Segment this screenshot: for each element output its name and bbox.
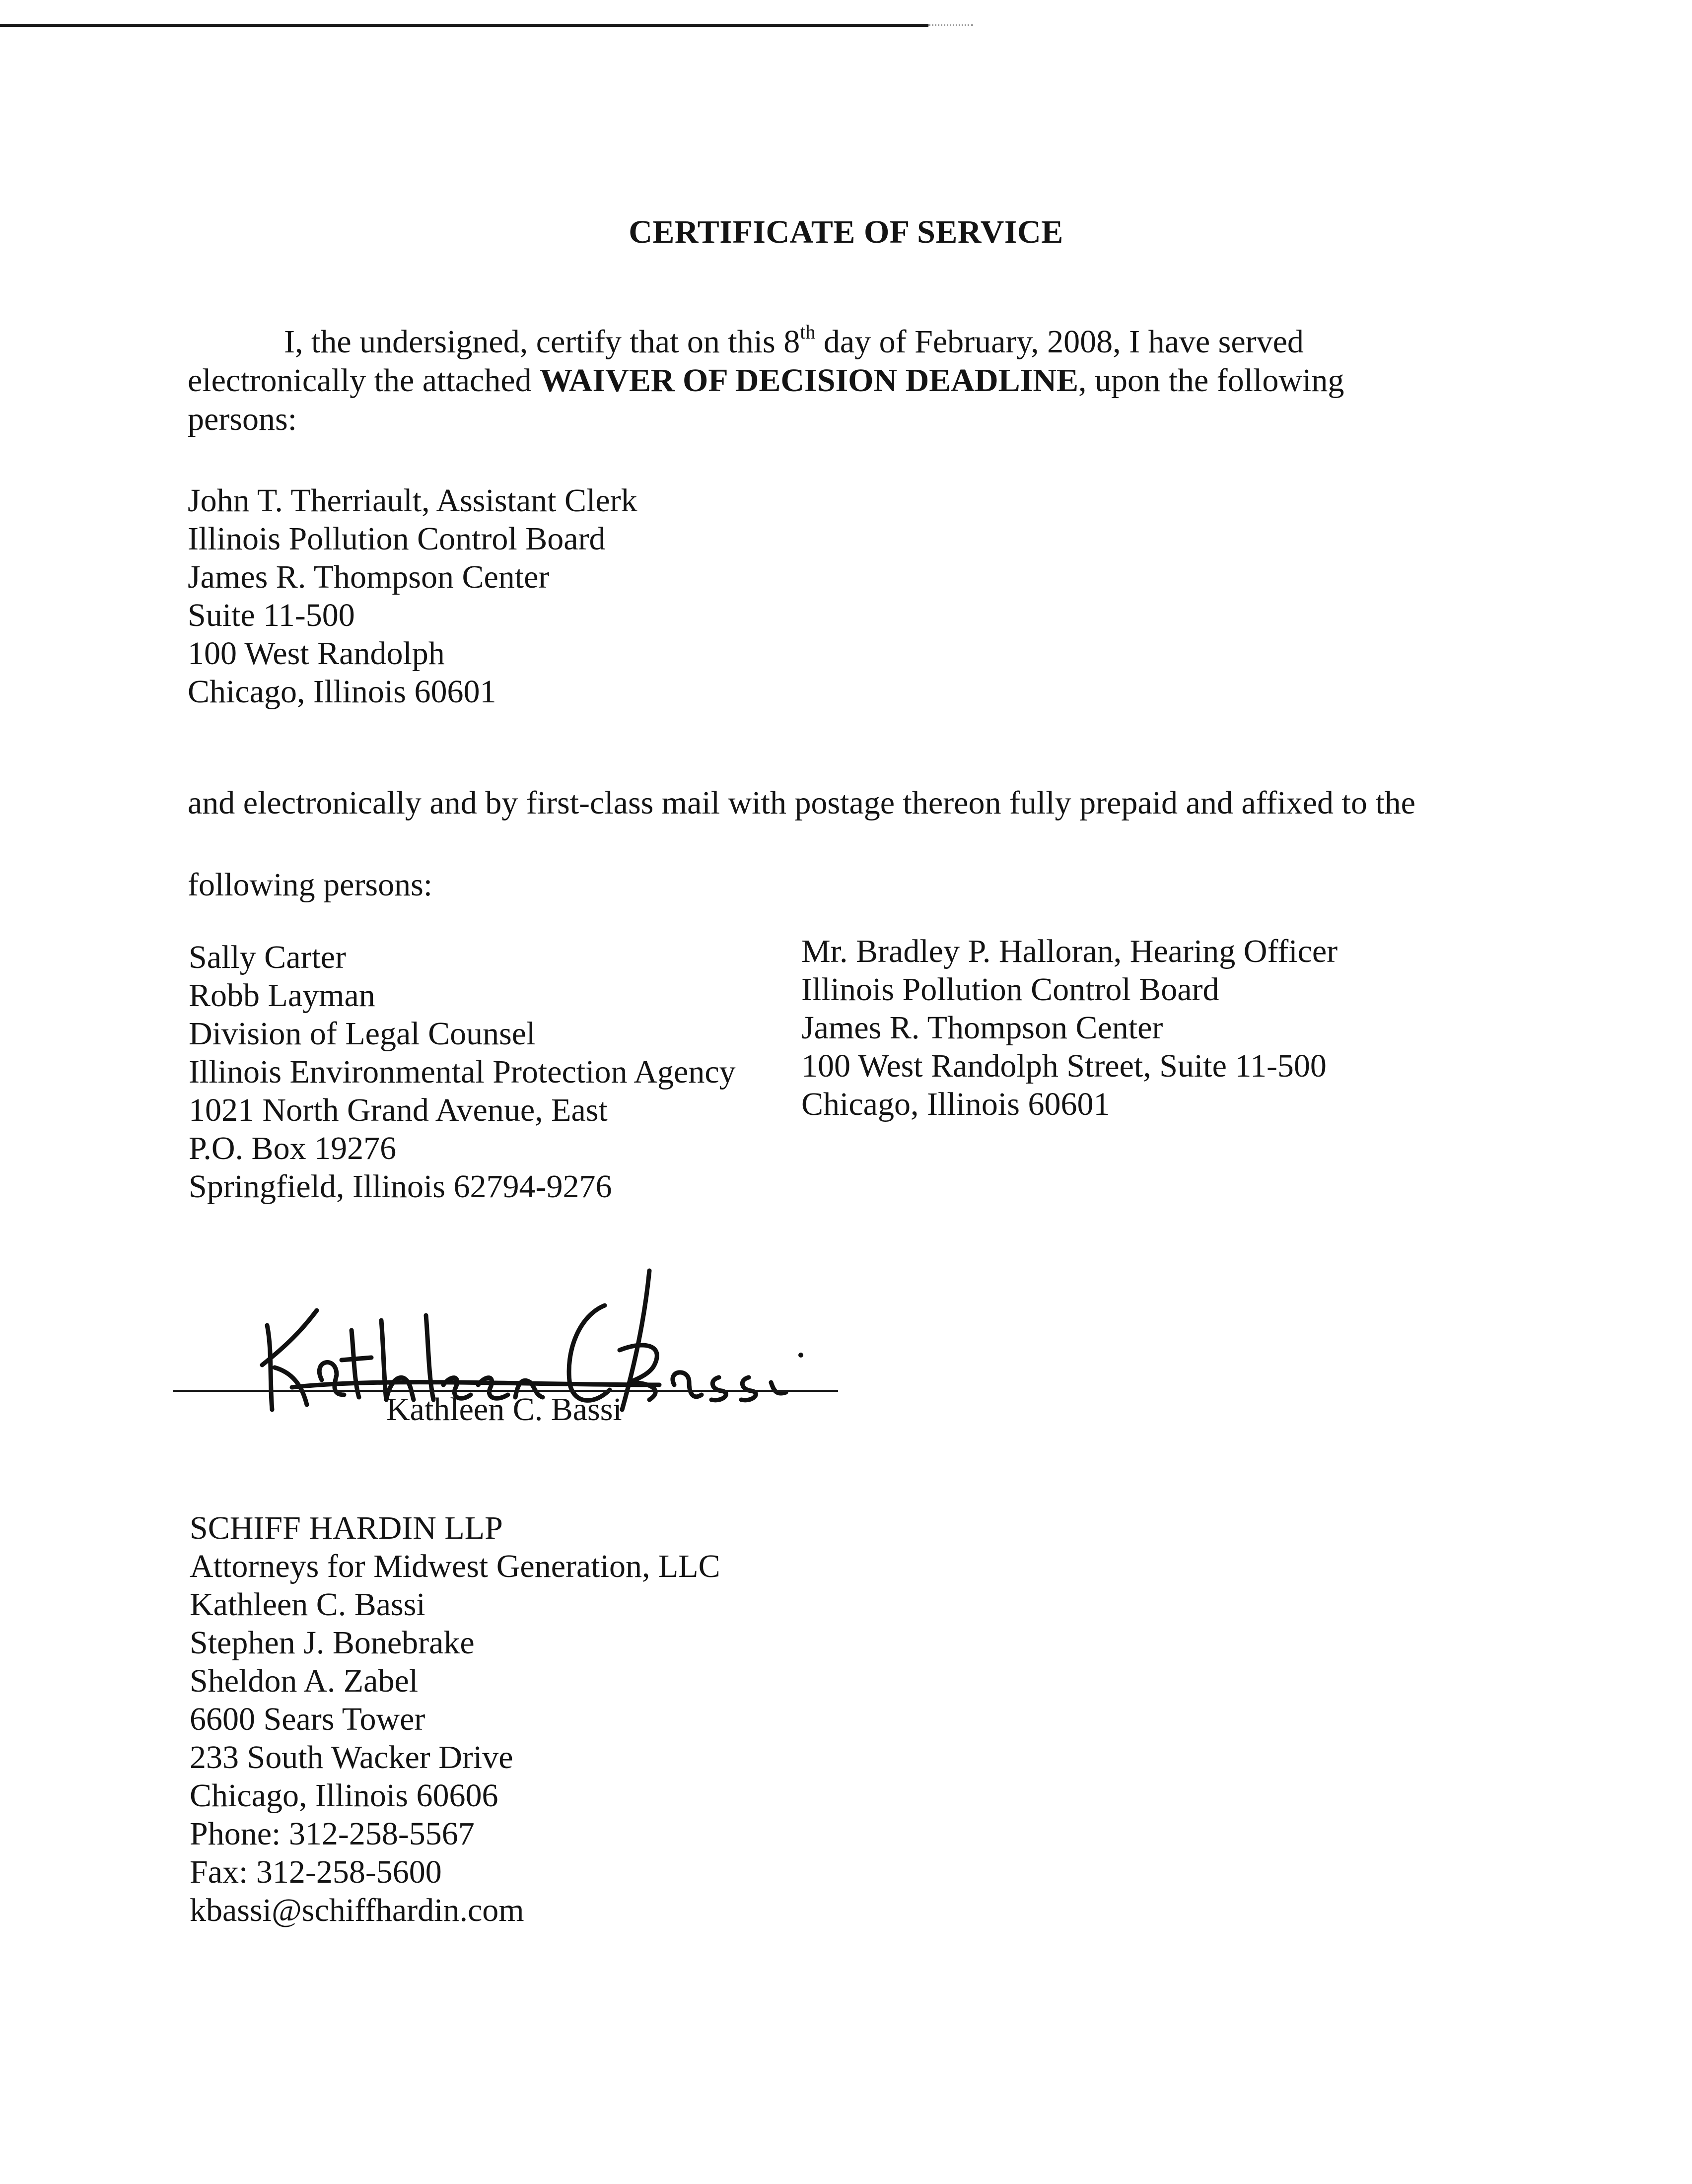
date-superscript: th	[800, 321, 816, 343]
following-persons-line: following persons:	[188, 867, 433, 903]
address-line: 100 West Randolph	[188, 635, 445, 672]
top-rule-fade	[928, 24, 973, 26]
firm-line: SCHIFF HARDIN LLP	[190, 1510, 503, 1546]
signature-block	[173, 1261, 848, 1449]
address-line: James R. Thompson Center	[188, 559, 550, 595]
address-line: Division of Legal Counsel	[189, 1016, 536, 1052]
address-line: Chicago, Illinois 60601	[188, 674, 496, 710]
address-line: James R. Thompson Center	[801, 1010, 1163, 1046]
firm-phone: Phone: 312-258-5567	[190, 1816, 475, 1852]
paragraph-part1: I, the undersigned, certify that on this 8	[284, 324, 800, 360]
signer-printed-name: Kathleen C. Bassi	[386, 1391, 622, 1428]
firm-contact-block	[190, 1509, 720, 1929]
paragraph-part3: , upon the following persons:	[188, 362, 1344, 437]
address-line: Chicago, Illinois 60601	[801, 1086, 1110, 1122]
firm-line: 233 South Wacker Drive	[190, 1739, 513, 1775]
paragraph-part2: day of February, 2008, I have served electronically the attached	[188, 324, 1304, 399]
address-line: Suite 11-500	[188, 597, 355, 633]
firm-fax: Fax: 312-258-5600	[190, 1854, 442, 1890]
firm-line: 6600 Sears Tower	[190, 1701, 425, 1737]
document-title: CERTIFICATE OF SERVICE	[629, 214, 1063, 250]
address-line: 1021 North Grand Avenue, East	[189, 1092, 608, 1128]
address-line: P.O. Box 19276	[189, 1130, 397, 1166]
address-line: Springfield, Illinois 62794-9276	[189, 1168, 612, 1205]
address-line: 100 West Randolph Street, Suite 11-500	[801, 1048, 1327, 1084]
address-line: Illinois Environmental Protection Agency	[189, 1054, 736, 1090]
address-line: Illinois Pollution Control Board	[801, 971, 1219, 1008]
firm-line: Attorneys for Midwest Generation, LLC	[190, 1548, 720, 1584]
address-line: Illinois Pollution Control Board	[188, 521, 606, 557]
recipient-address-left	[189, 938, 736, 1206]
address-line: Mr. Bradley P. Halloran, Hearing Officer	[801, 933, 1338, 969]
address-line: John T. Therriault, Assistant Clerk	[188, 482, 637, 519]
recipient-address-right	[801, 932, 1338, 1123]
top-rule	[0, 24, 928, 27]
document-name: WAIVER OF DECISION DEADLINE	[540, 362, 1079, 399]
firm-line: Chicago, Illinois 60606	[190, 1777, 498, 1814]
firm-line: Kathleen C. Bassi	[190, 1586, 425, 1623]
firm-email: kbassi@schiffhardin.com	[190, 1892, 524, 1928]
address-line: Robb Layman	[189, 977, 375, 1014]
service-method-line: and electronically and by first-class mail with postage thereon fully prepaid and affixed to the	[188, 785, 1415, 821]
firm-line: Stephen J. Bonebrake	[190, 1625, 475, 1661]
firm-line: Sheldon A. Zabel	[190, 1663, 419, 1699]
address-line: Sally Carter	[189, 939, 347, 975]
certification-paragraph	[188, 323, 1404, 439]
first-recipient-address	[188, 481, 637, 711]
